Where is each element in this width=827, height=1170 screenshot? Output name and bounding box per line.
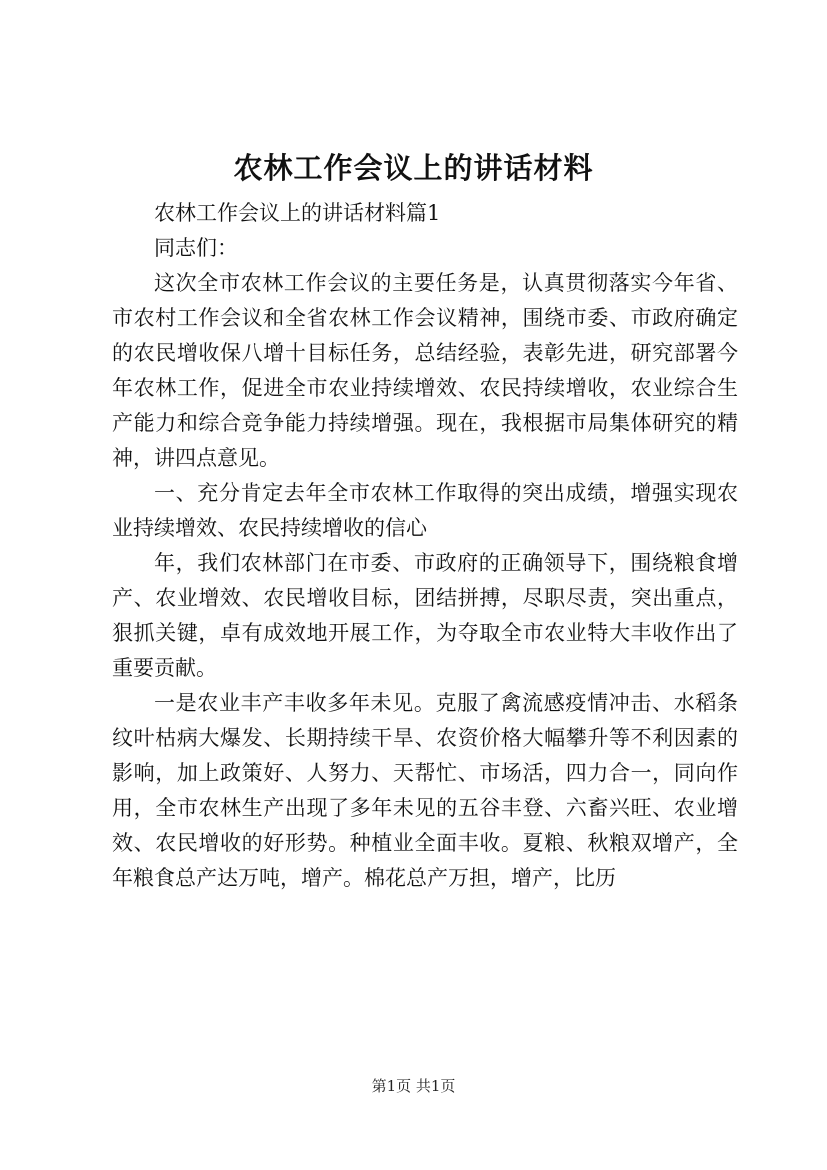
paragraph-heading-one: 一、充分肯定去年全市农林工作取得的突出成绩，增强实现农业持续增效、农民持续增收的信心 [112,481,738,540]
paragraph-achievements: 年，我们农林部门在市委、市政府的正确领导下，围绕粮食增产、农业增效、农民增收目标，团结拼搏，尽职尽责，突出重点，狠抓关键，卓有成效地开展工作，为夺取全市农业特大丰收作出了重要贡献。 [112,551,738,680]
paragraph-harvest: 一是农业丰产丰收多年未见。克服了禽流感疫情冲击、水稻条纹叶枯病大爆发、长期持续干旱、农资价格大幅攀升等不利因素的影响，加上政策好、人努力、天帮忙、市场活，四力合一，同向作用，全市农林生产出现了多年未见的五谷丰登、六畜兴旺、农业增效、农民增收的好形势。种植业全面丰收。夏粮、秋粮双增产，全年粮食总产达万吨，增产。棉花总产万担，增产，比历 [112,691,738,890]
paragraph-intro: 这次全市农林工作会议的主要任务是，认真贯彻落实今年省、市农村工作会议和全省农林工作会议精神，围绕市委、市政府确定的农民增收保八增十目标任务，总结经验，表彰先进，研究部署今年农林工作，促进全市农业持续增效、农民持续增收，农业综合生产能力和综合竞争能力持续增强。现在，我根据市局集体研究的精神，讲四点意见。 [112,271,738,470]
document-title: 农林工作会议上的讲话材料 [233,151,594,185]
page-footer: 第1页 共1页 [371,1077,456,1095]
document-body [112,196,738,896]
paragraph-subtitle: 农林工作会议上的讲话材料篇1 [154,201,441,225]
paragraph-salutation: 同志们： [154,236,238,260]
